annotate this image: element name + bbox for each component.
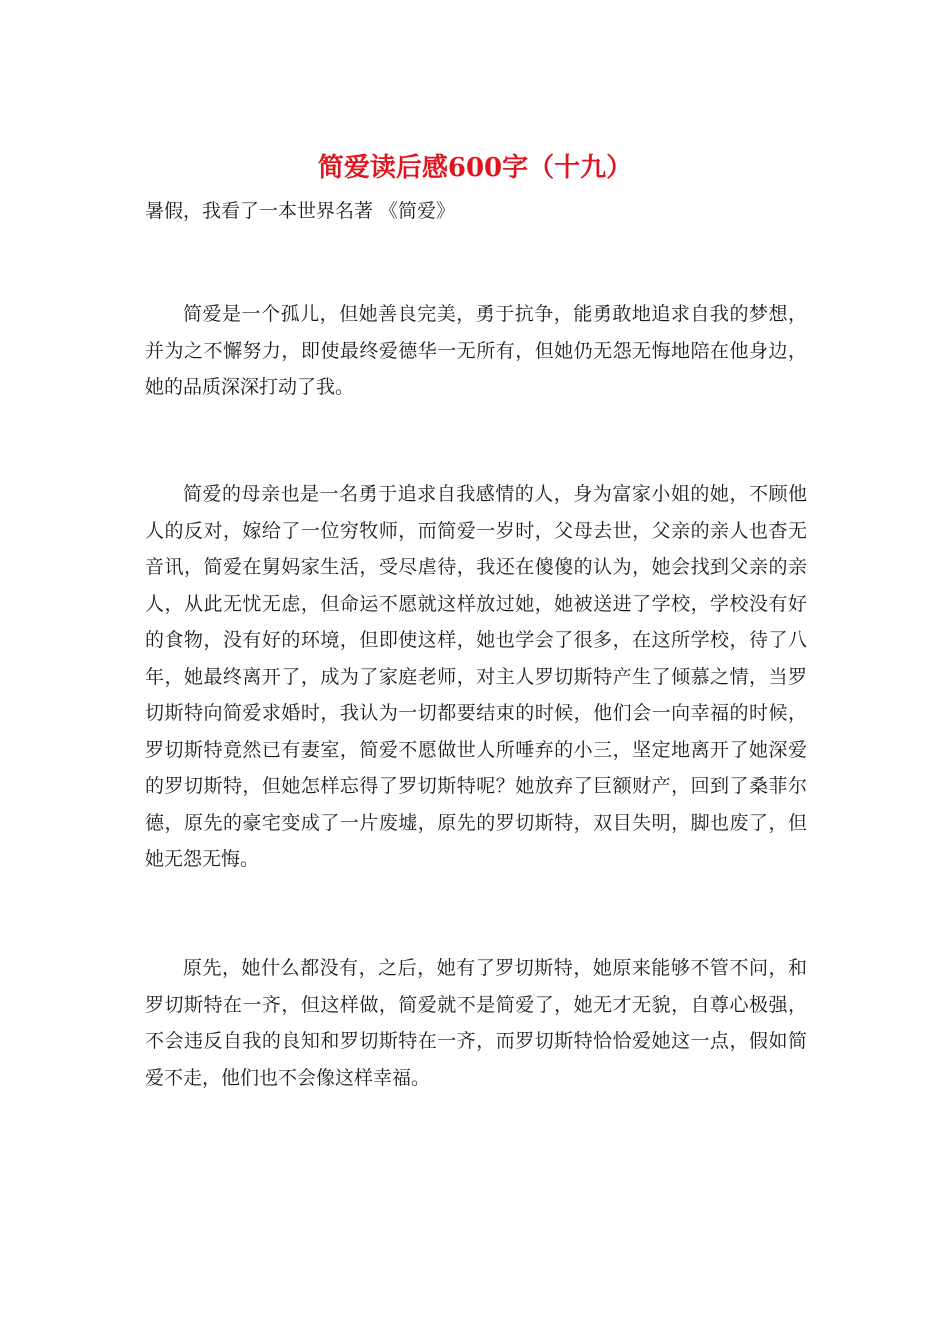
paragraph-3: 原先，她什么都没有，之后，她有了罗切斯特，她原来能够不管不问，和罗切斯特在一齐，但这样做，简爱就不是简爱了，她无才无貌，自尊心极强，不会违反自我的良知和罗切斯特在一齐，而罗切斯特恰恰爱她这一点，假如简爱不走，他们也不会像这样幸福。 — [145, 957, 807, 1089]
document-title: 简爱读后感600字（十九） — [317, 153, 633, 183]
paragraph-2: 简爱的母亲也是一名勇于追求自我感情的人，身为富家小姐的她，不顾他人的反对，嫁给了一位穷牧师，而简爱一岁时，父母去世，父亲的亲人也杳无音讯，简爱在舅妈家生活，受尽虐待，我还在傻傻的认为，她会找到父亲的亲人，从此无忧无虑，但命运不愿就这样放过她，她被送进了学校，学校没有好的食物，没有好的环境，但即使这样，她也学会了很多，在这所学校，待了八年，她最终离开了，成为了家庭老师，对主人罗切斯特产生了倾慕之情，当罗切斯特向简爱求婚时，我认为一切都要结束的时候，他们会一向幸福的时候，罗切斯特竟然已有妻室，简爱不愿做世人所唾弃的小三，坚定地离开了她深爱的罗切斯特，但她怎样忘得了罗切斯特呢？她放弃了巨额财产，回到了桑菲尔德，原先的豪宅变成了一片废墟，原先的罗切斯特，双目失明，脚也废了，但她无怨无悔。 — [145, 483, 807, 870]
document-subtitle: 暑假，我看了一本世界名著 《简爱》 — [145, 200, 456, 222]
paragraph-1: 简爱是一个孤儿，但她善良完美，勇于抗争，能勇敢地追求自我的梦想，并为之不懈努力，即使最终爱德华一无所有，但她仍无怨无悔地陪在他身边，她的品质深深打动了我。 — [145, 303, 807, 398]
